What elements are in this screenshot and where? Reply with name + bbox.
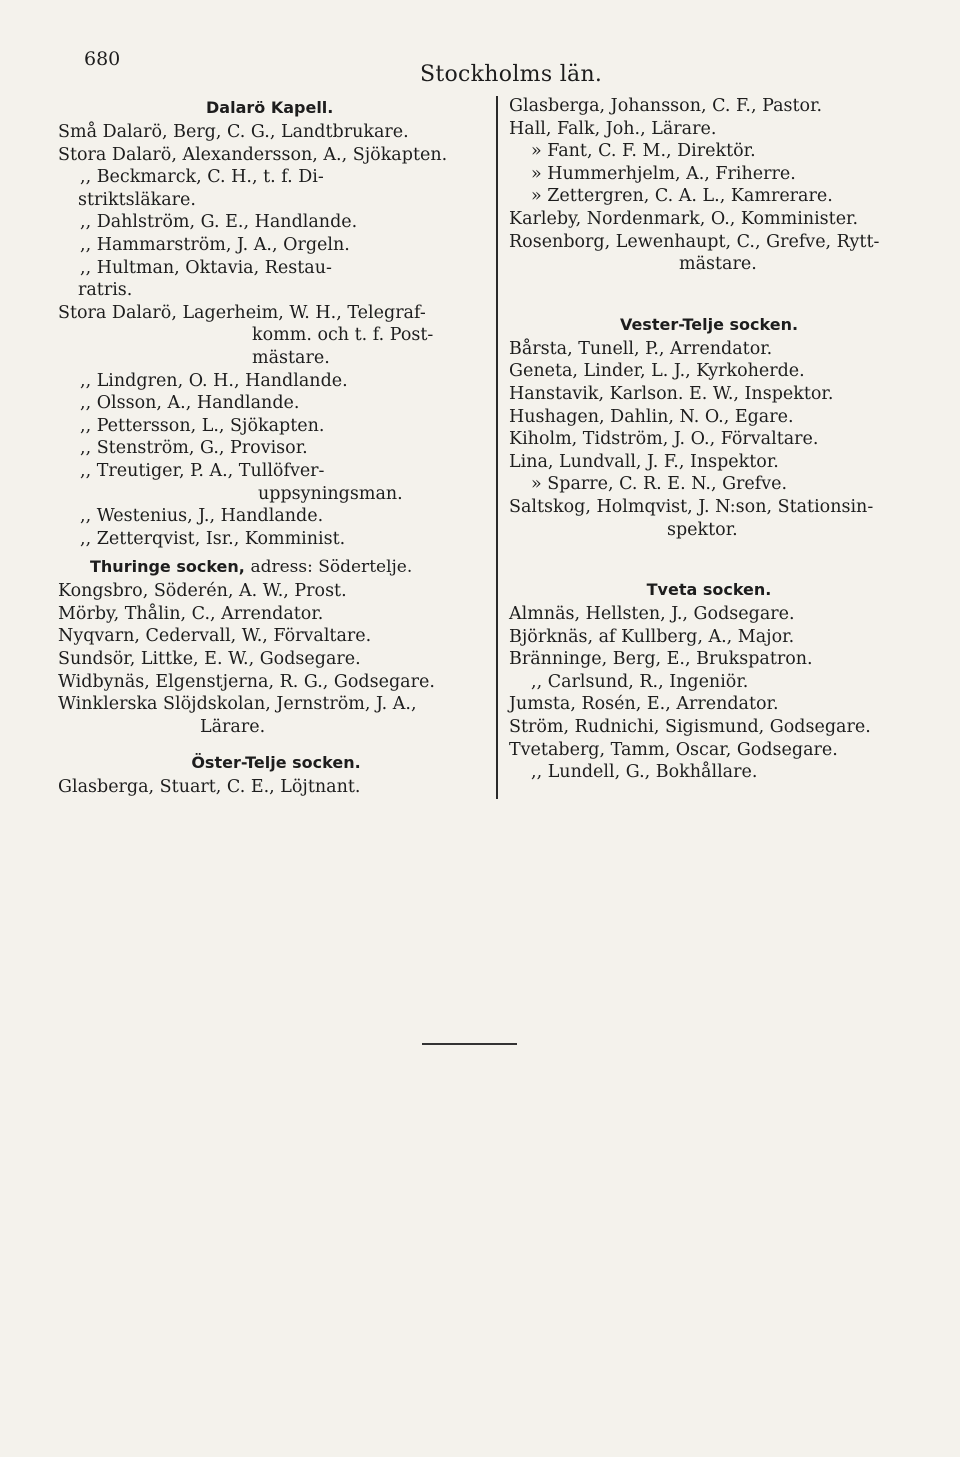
entry-line: ,, Lundell, G., Bokhållare. [531, 762, 758, 783]
running-head: Stockholms län. [420, 62, 603, 87]
entry-line: spektor. [667, 519, 738, 540]
heading-text: Thuringe socken, [90, 557, 245, 577]
entry-line: Saltskog, Holmqvist, J. N:son, Stationsin- [509, 496, 874, 517]
entry-line: Rosenborg, Lewenhaupt, C., Grefve, Rytt- [509, 231, 880, 252]
entry-line: ,, Beckmarck, C. H., t. f. Di- [80, 167, 324, 188]
entry-line: Sundsör, Littke, E. W., Godsegare. [58, 649, 361, 670]
entry-line: Små Dalarö, Berg, C. G., Landtbrukare. [58, 122, 409, 142]
entry-line: Glasberga, Johansson, C. F., Pastor. [509, 96, 823, 116]
end-rule [422, 1043, 517, 1045]
entry-line: ,, Olsson, A., Handlande. [80, 393, 300, 414]
entry-line: ,, Lindgren, O. H., Handlande. [80, 370, 348, 391]
entry-line: Ström, Rudnichi, Sigismund, Godsegare. [509, 717, 871, 738]
section-heading-tveta: Tveta socken. [646, 580, 772, 600]
entry-line: ,, Carlsund, R., Ingeniör. [531, 671, 749, 692]
entry-line: Lärare. [200, 716, 266, 737]
entry-line: Glasberga, Stuart, C. E., Löjtnant. [58, 777, 361, 798]
entry-line: Hall, Falk, Joh., Lärare. [509, 118, 717, 139]
entry-line: Tvetaberg, Tamm, Oscar, Godsegare. [509, 739, 838, 760]
entry-line: Nyqvarn, Cedervall, W., Förvaltare. [58, 626, 372, 647]
entry-line: Lina, Lundvall, J. F., Inspektor. [509, 451, 779, 472]
entry-line: Geneta, Linder, L. J., Kyrkoherde. [509, 361, 805, 382]
left-column [58, 95, 494, 799]
entry-line: Mörby, Thålin, C., Arrendator. [58, 603, 324, 624]
entry-line: ,, Hammarström, J. A., Orgeln. [80, 234, 350, 255]
heading-address: adress: Södertelje. [250, 557, 413, 578]
entry-line: » Sparre, C. R. E. N., Grefve. [531, 474, 788, 495]
entry-line: Stora Dalarö, Lagerheim, W. H., Telegraf- [58, 302, 426, 323]
entry-line: Widbynäs, Elgenstjerna, R. G., Godsegare. [58, 671, 435, 692]
entry-line: Bårsta, Tunell, P., Arrendator. [509, 338, 773, 359]
entry-line: striktsläkare. [78, 189, 196, 210]
entry-line: Kiholm, Tidström, J. O., Förvaltare. [509, 429, 819, 450]
entry-line: ,, Zetterqvist, Isr., Komminist. [80, 528, 346, 549]
entry-line: komm. och t. f. Post- [252, 325, 434, 346]
entry-line: Hanstavik, Karlson. E. W., Inspektor. [509, 383, 834, 404]
entry-line: uppsyningsman. [258, 483, 403, 504]
entry-line: ,, Pettersson, L., Sjökapten. [80, 415, 325, 436]
entry-line: Kongsbro, Söderén, A. W., Prost. [58, 581, 347, 602]
entry-line: Almnäs, Hellsten, J., Godsegare. [509, 604, 795, 625]
entry-line: ,, Treutiger, P. A., Tullöfver- [80, 460, 325, 481]
spacer [58, 738, 494, 750]
entry-line: Jumsta, Rosén, E., Arrendator. [509, 694, 779, 715]
entry-line: Winklerska Slöjdskolan, Jernström, J. A., [58, 694, 417, 715]
section-heading-thuringe [58, 554, 494, 580]
entry-line: Björknäs, af Kullberg, A., Major. [509, 626, 795, 647]
entry-line: ,, Stenström, G., Provisor. [80, 438, 308, 459]
entry-line: Stora Dalarö, Alexandersson, A., Sjökapten. [58, 144, 448, 165]
section-heading-dalaro: Dalarö Kapell. [206, 98, 334, 117]
page-number: 680 [84, 48, 121, 70]
entry-line: » Hummerhjelm, A., Friherre. [531, 163, 796, 184]
entry-line: Bränninge, Berg, E., Brukspatron. [509, 649, 813, 670]
entry-line: mästare. [679, 254, 757, 275]
entry-line: ,, Westenius, J., Handlande. [80, 506, 324, 527]
spacer [509, 541, 909, 577]
entry-line: ,, Hultman, Oktavia, Restau- [80, 257, 332, 278]
entry-line: mästare. [252, 347, 330, 368]
entry-line: Hushagen, Dahlin, N. O., Egare. [509, 406, 794, 427]
right-column [509, 95, 909, 784]
entry-line: » Fant, C. F. M., Direktör. [531, 141, 756, 162]
spacer [509, 276, 909, 312]
entry-line: Karleby, Nordenmark, O., Komminister. [509, 208, 859, 229]
section-heading-oster-telje: Öster-Telje socken. [191, 753, 361, 773]
column-divider [496, 96, 498, 799]
entry-line: » Zettergren, C. A. L., Kamrerare. [531, 186, 833, 207]
entry-line: ratris. [78, 280, 133, 301]
entry-line: ,, Dahlström, G. E., Handlande. [80, 212, 358, 233]
section-heading-vester-telje: Vester-Telje socken. [619, 314, 799, 334]
